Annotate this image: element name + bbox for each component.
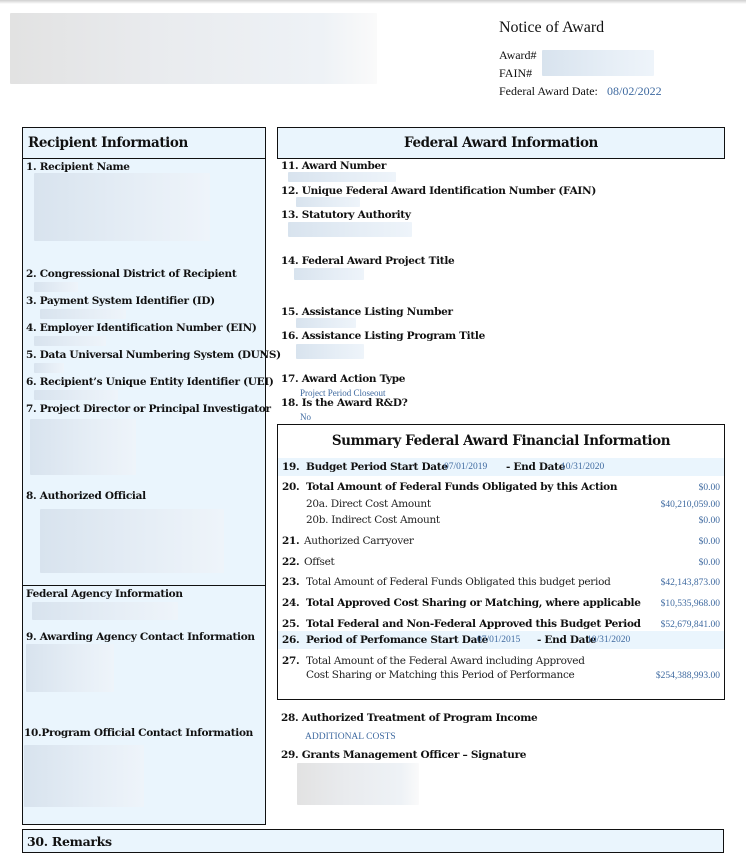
row-label: Total Federal and Non-Federal Approved this Budget Period	[306, 618, 641, 630]
recipient-heading: Recipient Information	[28, 135, 188, 151]
row-number: 22.	[282, 556, 300, 568]
redacted-ein	[34, 336, 106, 346]
row-label: Offset	[304, 556, 335, 568]
redacted-statutory-authority	[288, 222, 412, 237]
budget-period-start-label: Budget Period Start Date	[306, 461, 448, 473]
redacted-award-number	[288, 172, 396, 182]
redacted-duns	[34, 363, 64, 373]
row-amount: $52,679,841.00	[660, 620, 720, 630]
award-date-label: Federal Award Date:	[499, 84, 598, 98]
is-rnd-label: 18. Is the Award R&D?	[281, 397, 408, 409]
summary-heading: Summary Federal Award Financial Information	[331, 433, 671, 449]
row-number: 25.	[282, 618, 300, 630]
uei-label: 6. Recipient’s Unique Entity Identifier (UEI)	[26, 376, 274, 388]
budget-period-start-value: 07/01/2019	[444, 462, 488, 472]
federal-agency-heading: Federal Agency Information	[26, 588, 183, 600]
award-date-value: 08/02/2022	[607, 84, 662, 98]
program-official-contact-label: 10.Program Official Contact Information	[24, 727, 253, 739]
budget-period-row	[282, 461, 720, 477]
row-label: 20b. Indirect Cost Amount	[306, 514, 440, 526]
remarks-box	[22, 829, 724, 853]
assistance-listing-title-label: 16. Assistance Listing Program Title	[281, 330, 485, 342]
redacted-signature	[297, 763, 419, 805]
row-label: Total Amount of Federal Funds Obligated by this Action	[306, 481, 618, 493]
top-shadow	[0, 0, 746, 4]
budget-period-end-value: 10/31/2020	[561, 462, 605, 472]
payment-system-id-label: 3. Payment System Identifier (ID)	[26, 295, 215, 307]
budget-period-end-label: - End Date	[506, 461, 566, 473]
redacted-recipient-name	[34, 173, 210, 241]
row-label-line2: Cost Sharing or Matching this Period of Performance	[306, 669, 575, 681]
redacted-logo	[10, 13, 377, 84]
redacted-project-title	[294, 268, 364, 280]
fain-label: FAIN#	[499, 66, 533, 80]
redacted-agency	[32, 602, 178, 620]
row-amount: $40,210,059.00	[660, 500, 720, 510]
remarks-label: 30. Remarks	[27, 834, 112, 849]
duns-label: 5. Data Universal Numbering System (DUNS)	[26, 349, 281, 361]
assistance-listing-number-label: 15. Assistance Listing Number	[281, 306, 453, 318]
project-director-label: 7. Project Director or Principal Investigator	[26, 403, 271, 415]
row-amount: $254,388,993.00	[655, 671, 720, 681]
redacted-district	[34, 282, 78, 292]
row-label: Total Approved Cost Sharing or Matching, where applicable	[306, 597, 641, 609]
row-label: Total Amount of Federal Funds Obligated this budget period	[306, 576, 611, 588]
row-number: 24.	[282, 597, 300, 609]
row-amount: $42,143,873.00	[660, 578, 720, 588]
redacted-authorized-official	[40, 509, 224, 573]
recipient-name-label: 1. Recipient Name	[26, 161, 130, 173]
fain-field-label: 12. Unique Federal Award Identification Number (FAIN)	[281, 185, 596, 197]
authorized-official-label: 8. Authorized Official	[26, 490, 146, 502]
summary-row-22	[282, 556, 720, 572]
award-number-label: 11. Award Number	[281, 160, 387, 172]
row-amount: $0.00	[698, 516, 720, 526]
redacted-award-fain	[542, 50, 654, 76]
row-label-line1: Total Amount of the Federal Award including Approved	[306, 655, 585, 667]
statutory-authority-label: 13. Statutory Authority	[281, 209, 411, 221]
awarding-agency-contact-label: 9. Awarding Agency Contact Information	[26, 631, 255, 643]
award-action-type-value: Project Period Closeout	[300, 388, 386, 398]
redacted-fain	[296, 197, 360, 207]
recipient-header	[23, 128, 265, 159]
summary-row-24	[282, 597, 720, 613]
federal-award-header	[277, 127, 725, 159]
row-label: Authorized Carryover	[304, 535, 414, 547]
summary-row-20	[282, 481, 720, 497]
project-title-label: 14. Federal Award Project Title	[281, 255, 455, 267]
summary-row-20b	[282, 514, 720, 530]
award-action-type-label: 17. Award Action Type	[281, 373, 406, 385]
redacted-project-director	[30, 419, 136, 475]
signature-label: 29. Grants Management Officer – Signature	[281, 749, 527, 761]
row-number: 20.	[282, 481, 300, 493]
redacted-agency-contact	[26, 644, 114, 692]
row-amount: $0.00	[698, 483, 720, 493]
row-number: 27.	[282, 655, 300, 667]
program-income-value: ADDITIONAL COSTS	[305, 732, 396, 742]
row-number: 23.	[282, 576, 300, 588]
redacted-listing-number	[296, 318, 356, 328]
is-rnd-value: No	[300, 412, 311, 422]
summary-row-20a	[282, 498, 720, 514]
summary-row-27	[282, 655, 720, 685]
redacted-program-official	[24, 745, 144, 807]
summary-row-23	[282, 576, 720, 592]
program-income-label: 28. Authorized Treatment of Program Income	[281, 712, 538, 724]
congressional-district-label: 2. Congressional District of Recipient	[26, 268, 237, 280]
row-amount: $0.00	[698, 537, 720, 547]
row-number: 19.	[282, 461, 300, 473]
row-number: 21.	[282, 535, 300, 547]
panel-divider	[23, 585, 265, 586]
row-amount: $0.00	[698, 558, 720, 568]
performance-end-label: - End Date	[537, 634, 597, 646]
performance-end-value: 10/31/2020	[587, 635, 631, 645]
federal-award-heading: Federal Award Information	[404, 135, 598, 151]
redacted-payment-id	[40, 309, 126, 319]
ein-label: 4. Employer Identification Number (EIN)	[26, 322, 257, 334]
performance-period-row	[282, 634, 720, 650]
redacted-uei	[34, 390, 118, 400]
row-number: 26.	[282, 634, 300, 646]
award-number-label: Award#	[499, 48, 537, 62]
summary-financial-box	[277, 424, 725, 700]
notice-title: Notice of Award	[499, 19, 605, 36]
performance-start-label: Period of Perfomance Start Date	[306, 634, 489, 646]
performance-start-value: 07/01/2015	[477, 635, 521, 645]
redacted-listing-title	[296, 344, 364, 359]
summary-row-21	[282, 535, 720, 551]
row-label: 20a. Direct Cost Amount	[306, 498, 431, 510]
row-amount: $10,535,968.00	[660, 599, 720, 609]
